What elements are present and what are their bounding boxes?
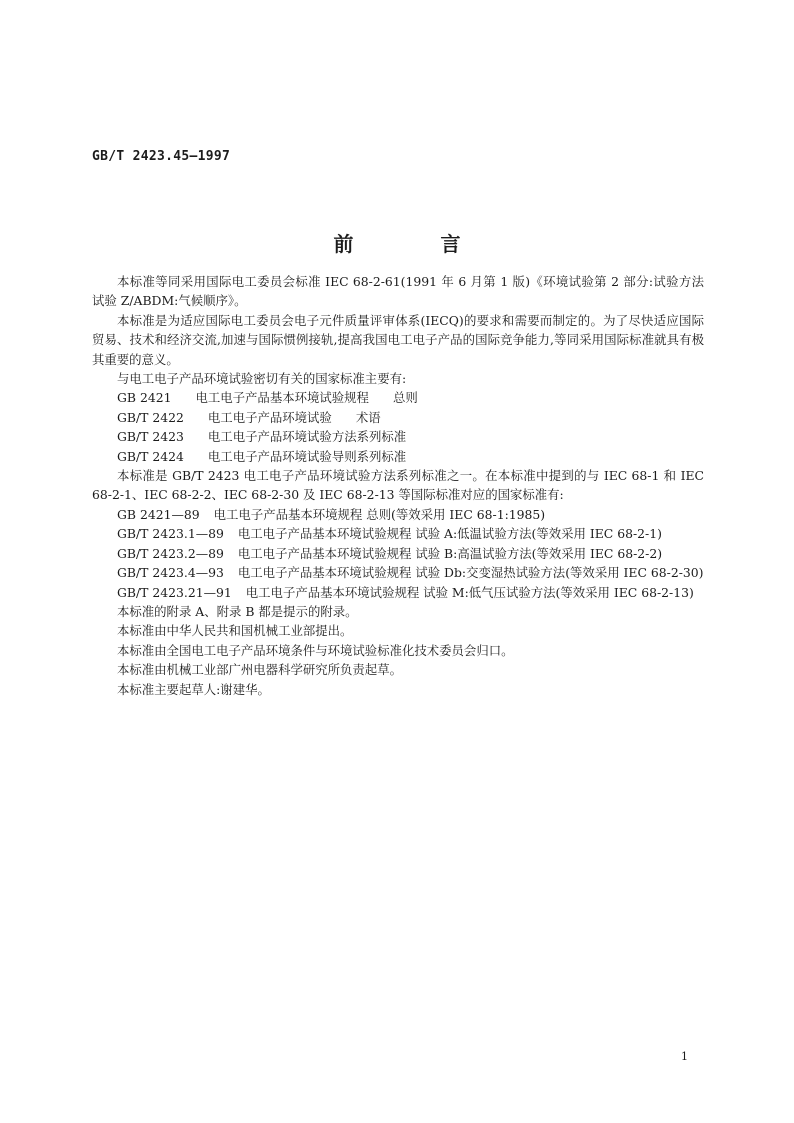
- equivalent-standard-item: [92, 505, 704, 524]
- standard-code-ref: GB 2421—89: [117, 506, 200, 522]
- standard-code-ref: GB/T 2422: [117, 409, 184, 425]
- paragraph-adoption: 本标准等同采用国际电工委员会标准 IEC 68-2-61(1991 年 6 月第 1 版)《环境试验第 2 部分:试验方法 试验 Z/ABDM:气候顺序》。: [92, 274, 704, 309]
- paragraph-appendix: 本标准的附录 A、附录 B 都是提示的附录。: [117, 603, 358, 619]
- paragraph-committee: 本标准由全国电工电子产品环境条件与环境试验标准化技术委员会归口。: [117, 642, 514, 658]
- standard-code-ref: GB/T 2423: [117, 429, 184, 445]
- standard-desc-ref: 电工电子产品基本环境试验规程 试验 A:低温试验方法(等效采用 IEC 68-2-1): [237, 526, 662, 542]
- standard-desc-ref: 电工电子产品基本环境试验规程 试验 Db:交变湿热试验方法(等效采用 IEC 68-2-30): [237, 565, 704, 581]
- standard-code: GB/T 2423.45—1997: [92, 149, 231, 164]
- equivalent-standard-item: [92, 563, 704, 582]
- equivalent-standard-item: [92, 544, 704, 563]
- standard-subtitle-ref: 总则: [392, 390, 418, 406]
- paragraph-proposer: 本标准由中华人民共和国机械工业部提出。: [117, 623, 353, 639]
- page-title: 前 言: [333, 232, 501, 256]
- equivalent-standard-item: [92, 583, 704, 602]
- paragraph-related-intro: 与电工电子产品环境试验密切有关的国家标准主要有:: [117, 371, 407, 387]
- related-standard-item: [92, 447, 704, 466]
- standard-code-ref: GB/T 2424: [117, 448, 184, 464]
- standard-title-ref: 电工电子产品基本环境试验规程: [195, 390, 369, 406]
- related-standard-item: [92, 427, 704, 446]
- standard-desc-ref: 电工电子产品基本环境试验规程 试验 B:高温试验方法(等效采用 IEC 68-2-2): [237, 545, 663, 561]
- standard-desc-ref: 电工电子产品基本环境试验规程 试验 M:低气压试验方法(等效采用 IEC 68-2-13): [245, 584, 694, 600]
- standard-title-ref: 电工电子产品环境试验导则系列标准: [207, 448, 407, 464]
- related-standard-item: [92, 388, 704, 407]
- related-standard-item: [92, 408, 704, 427]
- standard-code-ref: GB/T 2423.21—91: [117, 584, 232, 600]
- standard-code-ref: GB/T 2423.1—89: [117, 526, 224, 542]
- paragraph-drafting-unit: 本标准由机械工业部广州电器科学研究所负责起草。: [117, 662, 402, 678]
- standard-title-ref: 电工电子产品环境试验: [207, 409, 332, 425]
- standard-title-ref: 电工电子产品环境试验方法系列标准: [207, 429, 407, 445]
- equivalent-standard-item: [92, 524, 704, 543]
- paragraph-purpose: 本标准是为适应国际电工委员会电子元件质量评审体系(IECQ)的要求和需要而制定的。为了尽快适应国际贸易、技术和经济交流,加速与国际惯例接轨,提高我国电工电子产品的国际竞争能力,等同采用国际标准就具有极其重要的意义。: [92, 312, 704, 367]
- page-number: 1: [681, 1050, 688, 1063]
- paragraph-equivalents-intro: 本标准是 GB/T 2423 电工电子产品环境试验方法系列标准之一。在本标准中提到的与 IEC 68-1 和 IEC 68-2-1、IEC 68-2-2、IEC 68-2-30 及 IEC 68-2-13 等国际标准对应的国家标准有:: [92, 468, 704, 503]
- standard-code-ref: GB 2421: [117, 390, 172, 406]
- standard-code-ref: GB/T 2423.4—93: [117, 565, 224, 581]
- paragraph-drafter: 本标准主要起草人:谢建华。: [117, 681, 270, 697]
- standard-code-ref: GB/T 2423.2—89: [117, 545, 224, 561]
- standard-subtitle-ref: 术语: [355, 409, 381, 425]
- standard-desc-ref: 电工电子产品基本环境规程 总则(等效采用 IEC 68-1:1985): [213, 506, 546, 522]
- foreword-body: [92, 272, 704, 699]
